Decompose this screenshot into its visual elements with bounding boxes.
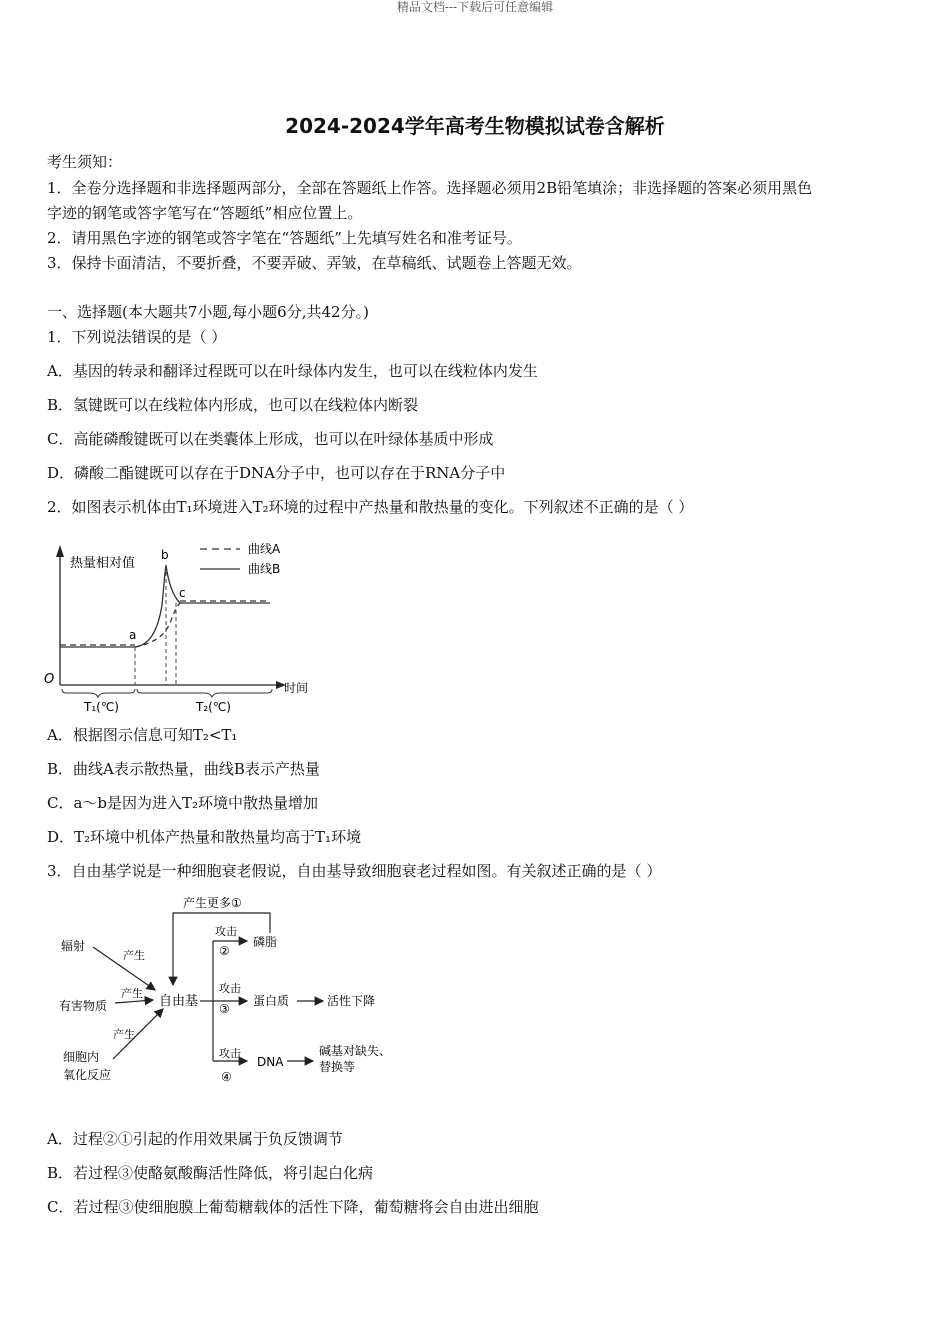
question-3-option-c: C．若过程③使细胞膜上葡萄糖载体的活性下降，葡萄糖将会自由进出细胞 — [47, 1198, 539, 1216]
notice-line: 2．请用黑色字迹的钢笔或答字笔在“答题纸”上先填写姓名和准考证号。 — [47, 229, 522, 247]
t2-label: T₂(℃) — [196, 700, 231, 714]
target-dna: DNA — [257, 1055, 284, 1069]
legend-curve-a: 曲线A — [248, 542, 281, 556]
base-pair-result-line2: 替换等 — [319, 1060, 356, 1074]
notice-line: 字迹的钢笔或答字笔写在“答题纸”相应位置上。 — [47, 204, 363, 222]
produce-label-2: 产生 — [121, 987, 143, 1000]
point-c-label: c — [179, 586, 186, 600]
question-2-option-a: A．根据图示信息可知T₂<T₁ — [47, 726, 238, 744]
question-2-option-c: C．a～b是因为进入T₂环境中散热量增加 — [47, 794, 319, 812]
source-harmful-substance: 有害物质 — [59, 999, 108, 1013]
produce-label-3: 产生 — [113, 1028, 135, 1041]
source-oxidation-line1: 细胞内 — [63, 1050, 100, 1064]
notice-line: 1．全卷分选择题和非选择题两部分，全部在答题纸上作答。选择题必须用2B铅笔填涂；非选择题的答案必须用黑色 — [47, 179, 813, 197]
question-2-option-d: D．T₂环境中机体产热量和散热量均高于T₁环境 — [47, 828, 362, 846]
question-3-stem: 3．自由基学说是一种细胞衰老假说，自由基导致细胞衰老过程如图。有关叙述正确的是（ ） — [47, 862, 662, 880]
section-heading: 一、选择题(本大题共7小题,每小题6分,共42分。) — [47, 303, 369, 321]
x-axis-label: 时间 — [284, 681, 309, 695]
notice-heading: 考生须知： — [47, 153, 123, 171]
point-b-label: b — [161, 548, 169, 562]
point-a-label: a — [129, 628, 137, 642]
target-protein: 蛋白质 — [253, 994, 290, 1008]
base-pair-result-line1: 碱基对缺失、 — [319, 1044, 392, 1058]
origin-label: O — [44, 672, 55, 687]
y-axis-label: 热量相对值 — [70, 556, 136, 571]
feedback-label: 产生更多① — [183, 896, 242, 910]
t1-label: T₁(℃) — [84, 700, 119, 714]
question-3-option-a: A．过程②①引起的作用效果属于负反馈调节 — [47, 1130, 343, 1148]
attack-label-2: 攻击 — [219, 982, 241, 995]
step-4-marker: ④ — [221, 1070, 232, 1084]
source-radiation: 辐射 — [61, 939, 86, 953]
page-title: 2024-2024学年高考生物模拟试卷含解析 — [285, 114, 665, 138]
legend-curve-b: 曲线B — [248, 562, 281, 576]
attack-label-3: 攻击 — [219, 1047, 241, 1060]
question-1-option-d: D．磷酸二酯键既可以存在于DNA分子中，也可以存在于RNA分子中 — [47, 464, 506, 482]
source-oxidation-line2: 氧化反应 — [63, 1068, 112, 1082]
produce-label-1: 产生 — [123, 949, 145, 962]
notice-line: 3．保持卡面清洁，不要折叠，不要弄破、弄皱，在草稿纸、试题卷上答题无效。 — [47, 254, 582, 272]
question-1-stem: 1．下列说法错误的是（ ） — [47, 328, 227, 346]
question-1-option-a: A．基因的转录和翻译过程既可以在叶绿体内发生，也可以在线粒体内发生 — [47, 362, 538, 380]
attack-label-1: 攻击 — [215, 925, 237, 938]
question-3-option-b: B．若过程③使酪氨酸酶活性降低，将引起白化病 — [47, 1164, 374, 1182]
free-radical-diagram — [55, 893, 415, 1093]
step-3-marker: ③ — [219, 1002, 230, 1016]
heat-curve-figure — [40, 535, 330, 715]
target-phospholipid: 磷脂 — [253, 935, 278, 949]
activity-decrease: 活性下降 — [327, 994, 376, 1008]
step-2-marker: ② — [219, 944, 230, 958]
question-1-option-c: C．高能磷酸键既可以在类囊体上形成，也可以在叶绿体基质中形成 — [47, 430, 494, 448]
question-1-option-b: B．氢键既可以在线粒体内形成，也可以在线粒体内断裂 — [47, 396, 419, 414]
question-2-option-b: B．曲线A表示散热量，曲线B表示产热量 — [47, 760, 320, 778]
question-2-stem: 2．如图表示机体由T₁环境进入T₂环境的过程中产热量和散热量的变化。下列叙述不正确的是（ ） — [47, 498, 694, 516]
page-header: 精品文档---下载后可任意编辑 — [396, 0, 554, 14]
free-radical-node: 自由基 — [159, 994, 199, 1009]
